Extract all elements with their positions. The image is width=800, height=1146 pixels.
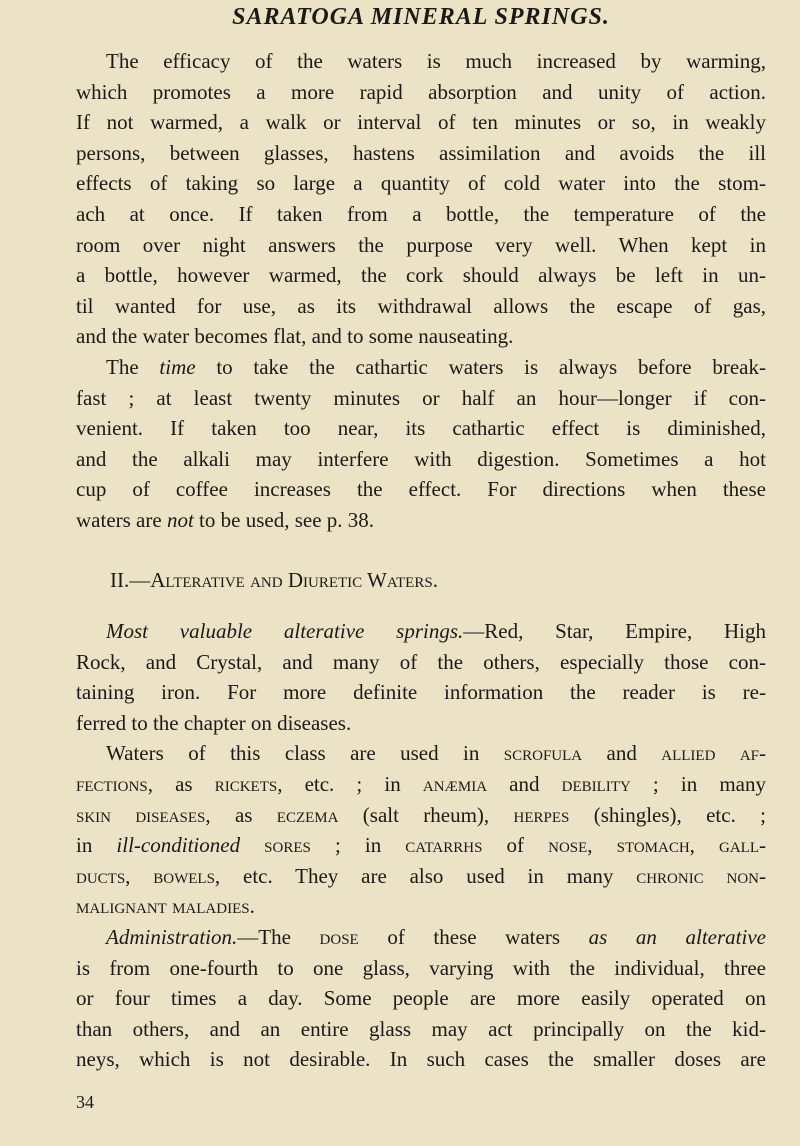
text-line (76, 769, 766, 800)
small-caps-term: eczema (276, 802, 339, 827)
body-text (76, 46, 766, 1075)
paragraph-warming (76, 46, 766, 352)
text-run: and (582, 741, 662, 766)
emphasis: time (159, 354, 196, 379)
small-caps-term: allied af- (661, 741, 766, 766)
paragraph-valuable-springs (76, 616, 766, 738)
text-line: which promotes a more rapid absorption and unity of action. (76, 79, 766, 104)
text-line: cup of coffee increases the effect. For directions when these (76, 477, 766, 502)
text-line (76, 505, 766, 536)
small-caps-term: skin diseases (76, 802, 206, 827)
emphasis: Most valuable alterative springs. (106, 619, 464, 644)
text-line (76, 922, 766, 953)
text-run: , as (147, 772, 215, 797)
text-run: to be used, see p. 38. (193, 507, 375, 532)
text-run: (shingles), etc. ; (569, 802, 767, 827)
small-caps-term: anæmia (422, 772, 488, 797)
paragraph-uses (76, 738, 766, 922)
text-line: The efficacy of the waters is much increased by warming, (106, 49, 766, 73)
text-line: If not warmed, a walk or interval of ten minutes or so, in weakly (76, 110, 766, 135)
small-caps-term: fections (76, 772, 148, 797)
page-number: 34 (76, 1092, 94, 1112)
emphasis: not (166, 507, 194, 532)
paragraph-time (76, 352, 766, 536)
text-line: than others, and an entire glass may act principally on the kid- (76, 1016, 766, 1041)
text-run: and (487, 772, 562, 797)
small-caps-term: malignant maladies (76, 894, 250, 919)
text-line: or four times a day. Some people are more easily operated on (76, 986, 766, 1011)
text-line (76, 800, 766, 831)
text-run: —Red, Star, Empire, High (463, 619, 767, 644)
text-line (76, 861, 766, 892)
small-caps-term: dose (319, 925, 359, 950)
text-line: room over night answers the purpose very well. When kept in (76, 232, 766, 257)
text-run: in (76, 833, 117, 858)
text-run: , etc. ; in (277, 772, 423, 797)
small-caps-term: rickets (214, 772, 278, 797)
text-run: , etc. They are also used in many (214, 863, 637, 888)
text-line: neys, which is not desirable. In such cases the smaller doses are (76, 1047, 766, 1072)
small-caps-term: ducts, bowels (76, 863, 215, 888)
text-line: taining iron. For more definite information the reader is re- (76, 680, 766, 705)
text-line: venient. If taken too near, its cathartic effect is diminished, (76, 416, 766, 441)
text-run: of (482, 833, 549, 858)
text-line: is from one-fourth to one glass, varying with the individual, three (76, 955, 766, 980)
small-caps-term: catarrhs (405, 833, 483, 858)
text-line: ach at once. If taken from a bottle, the temperature of the (76, 201, 766, 226)
text-run: of these waters (358, 925, 589, 950)
small-caps-term: chronic non- (636, 863, 767, 888)
text-run: , as (205, 802, 277, 827)
text-line (76, 738, 766, 769)
text-line: and the alkali may interfere with digestion. Sometimes a hot (76, 446, 766, 471)
text-run: ; in (310, 833, 406, 858)
text-run: waters are (76, 507, 167, 532)
text-line (76, 830, 766, 861)
text-line: til wanted for use, as its withdrawal allows the escape of gas, (76, 293, 766, 318)
running-head: SARATOGA MINERAL SPRINGS. (232, 4, 610, 30)
text-run: The (106, 354, 160, 379)
small-caps-term: scrofula (503, 741, 583, 766)
small-caps-term: sores (264, 833, 311, 858)
text-line: and the water becomes flat, and to some nauseating. (76, 324, 514, 349)
text-line: Rock, and Crystal, and many of the others, especially those con- (76, 649, 766, 674)
section-heading: II.—Alterative and Diuretic Waters. (110, 567, 438, 592)
text-line: effects of taking so large a quantity of cold water into the stom- (76, 171, 766, 196)
text-line: fast ; at least twenty minutes or half an hour—longer if con- (76, 385, 766, 410)
text-run (240, 833, 264, 857)
text-run: ; in many (630, 772, 766, 797)
text-run: Waters of this class are used in (106, 741, 504, 766)
text-line: persons, between glasses, hastens assimilation and avoids the ill (76, 140, 766, 165)
small-caps-term: debility (561, 772, 631, 797)
text-run: (salt rheum), (338, 802, 514, 827)
emphasis: Administration. (106, 925, 238, 950)
text-run: —The (237, 925, 320, 950)
text-line (76, 891, 766, 922)
text-line: a bottle, however warmed, the cork should always be left in un- (76, 263, 766, 288)
text-line: ferred to the chapter on diseases. (76, 710, 352, 735)
text-line (76, 616, 766, 647)
small-caps-term: herpes (513, 802, 570, 827)
text-run: to take the cathartic waters is always before break- (195, 354, 766, 379)
emphasis: ill-conditioned (116, 833, 241, 858)
emphasis: as an alterative (588, 925, 766, 950)
paragraph-administration (76, 922, 766, 1075)
text-line (76, 352, 766, 383)
small-caps-term: nose, stomach, gall- (548, 833, 767, 858)
text-run: . (249, 894, 255, 919)
